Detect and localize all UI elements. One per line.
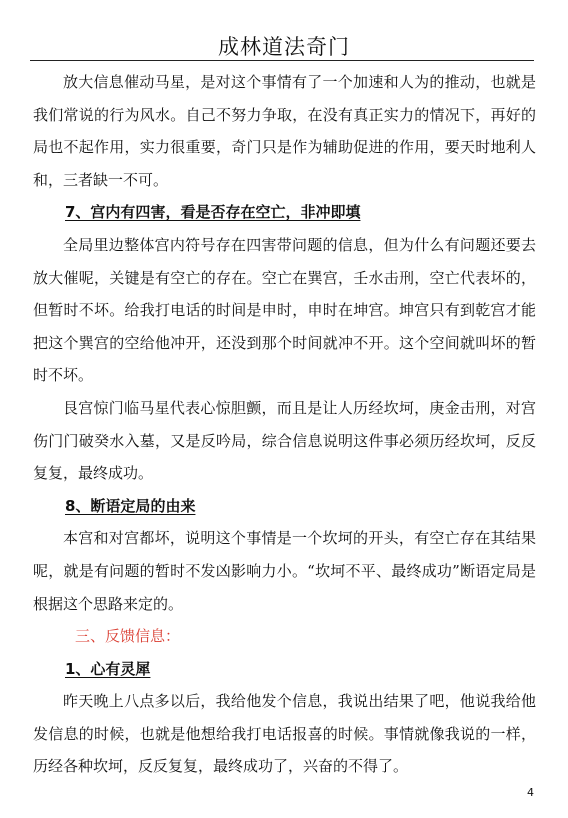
paragraph-gen-palace: 艮宫惊门临马星代表心惊胆颤，而且是让人历经坎坷，庚金击刑，对宫伤门门破癸水入墓，又是反吟局，综合信息说明这件事必须历经坎坷，反反复复，最终成功。 [33,398,536,483]
section-heading-feedback: 三、反馈信息： [75,627,181,646]
heading-7-four-harms: 7、宫内有四害，看是否存在空亡，非冲即填 [65,203,361,222]
paragraph-behavior-fengshui: 放大信息催动马星，是对这个事情有了一个加速和人为的推动，也就是我们常说的行为风水。自己不努力争取，在没有真正实力的情况下，再好的局也不起作用，实力很重要，奇门只是作为辅助促进的作用，要天时地利人和，三者缺一不可。 [33,73,536,189]
paragraph-judgment-origin: 本宫和对宫都坏，说明这个事情是一个坎坷的开头，有空亡存在其结果呢，就是有问题的暂时不发凶影响力小。“坎坷不平、最终成功”断语定局是根据这个思路来定的。 [33,529,536,613]
paragraph-empty-void: 全局里边整体宫内符号存在四害带问题的信息，但为什么有问题还要去放大催呢，关键是有空亡的存在。空亡在巽宫，壬水击刑，空亡代表坏的，但暂时不坏。给我打电话的时间是申时，申时在坤宫。坤宫只有到乾宫才能把这个巽宫的空给他冲开，还没到那个时间就冲不开。这个空间就叫坏的暂时不坏。 [33,235,536,385]
page-number: 4 [527,786,534,799]
body-content [33,66,536,783]
heading-1-telepathy: 1、心有灵犀 [65,659,151,678]
heading-8-judgment-origin: 8、断语定局的由来 [65,496,196,515]
page-header-title: 成林道法奇门 [218,35,350,59]
paragraph-feedback-story: 昨天晚上八点多以后，我给他发个信息，我说出结果了吧，他说我给他发信息的时候，也就是他想给我打电话报喜的时候。事情就像我说的一样，历经各种坎坷，反反复复，最终成功了，兴奋的不得了。 [33,692,536,776]
header-divider [30,60,534,61]
